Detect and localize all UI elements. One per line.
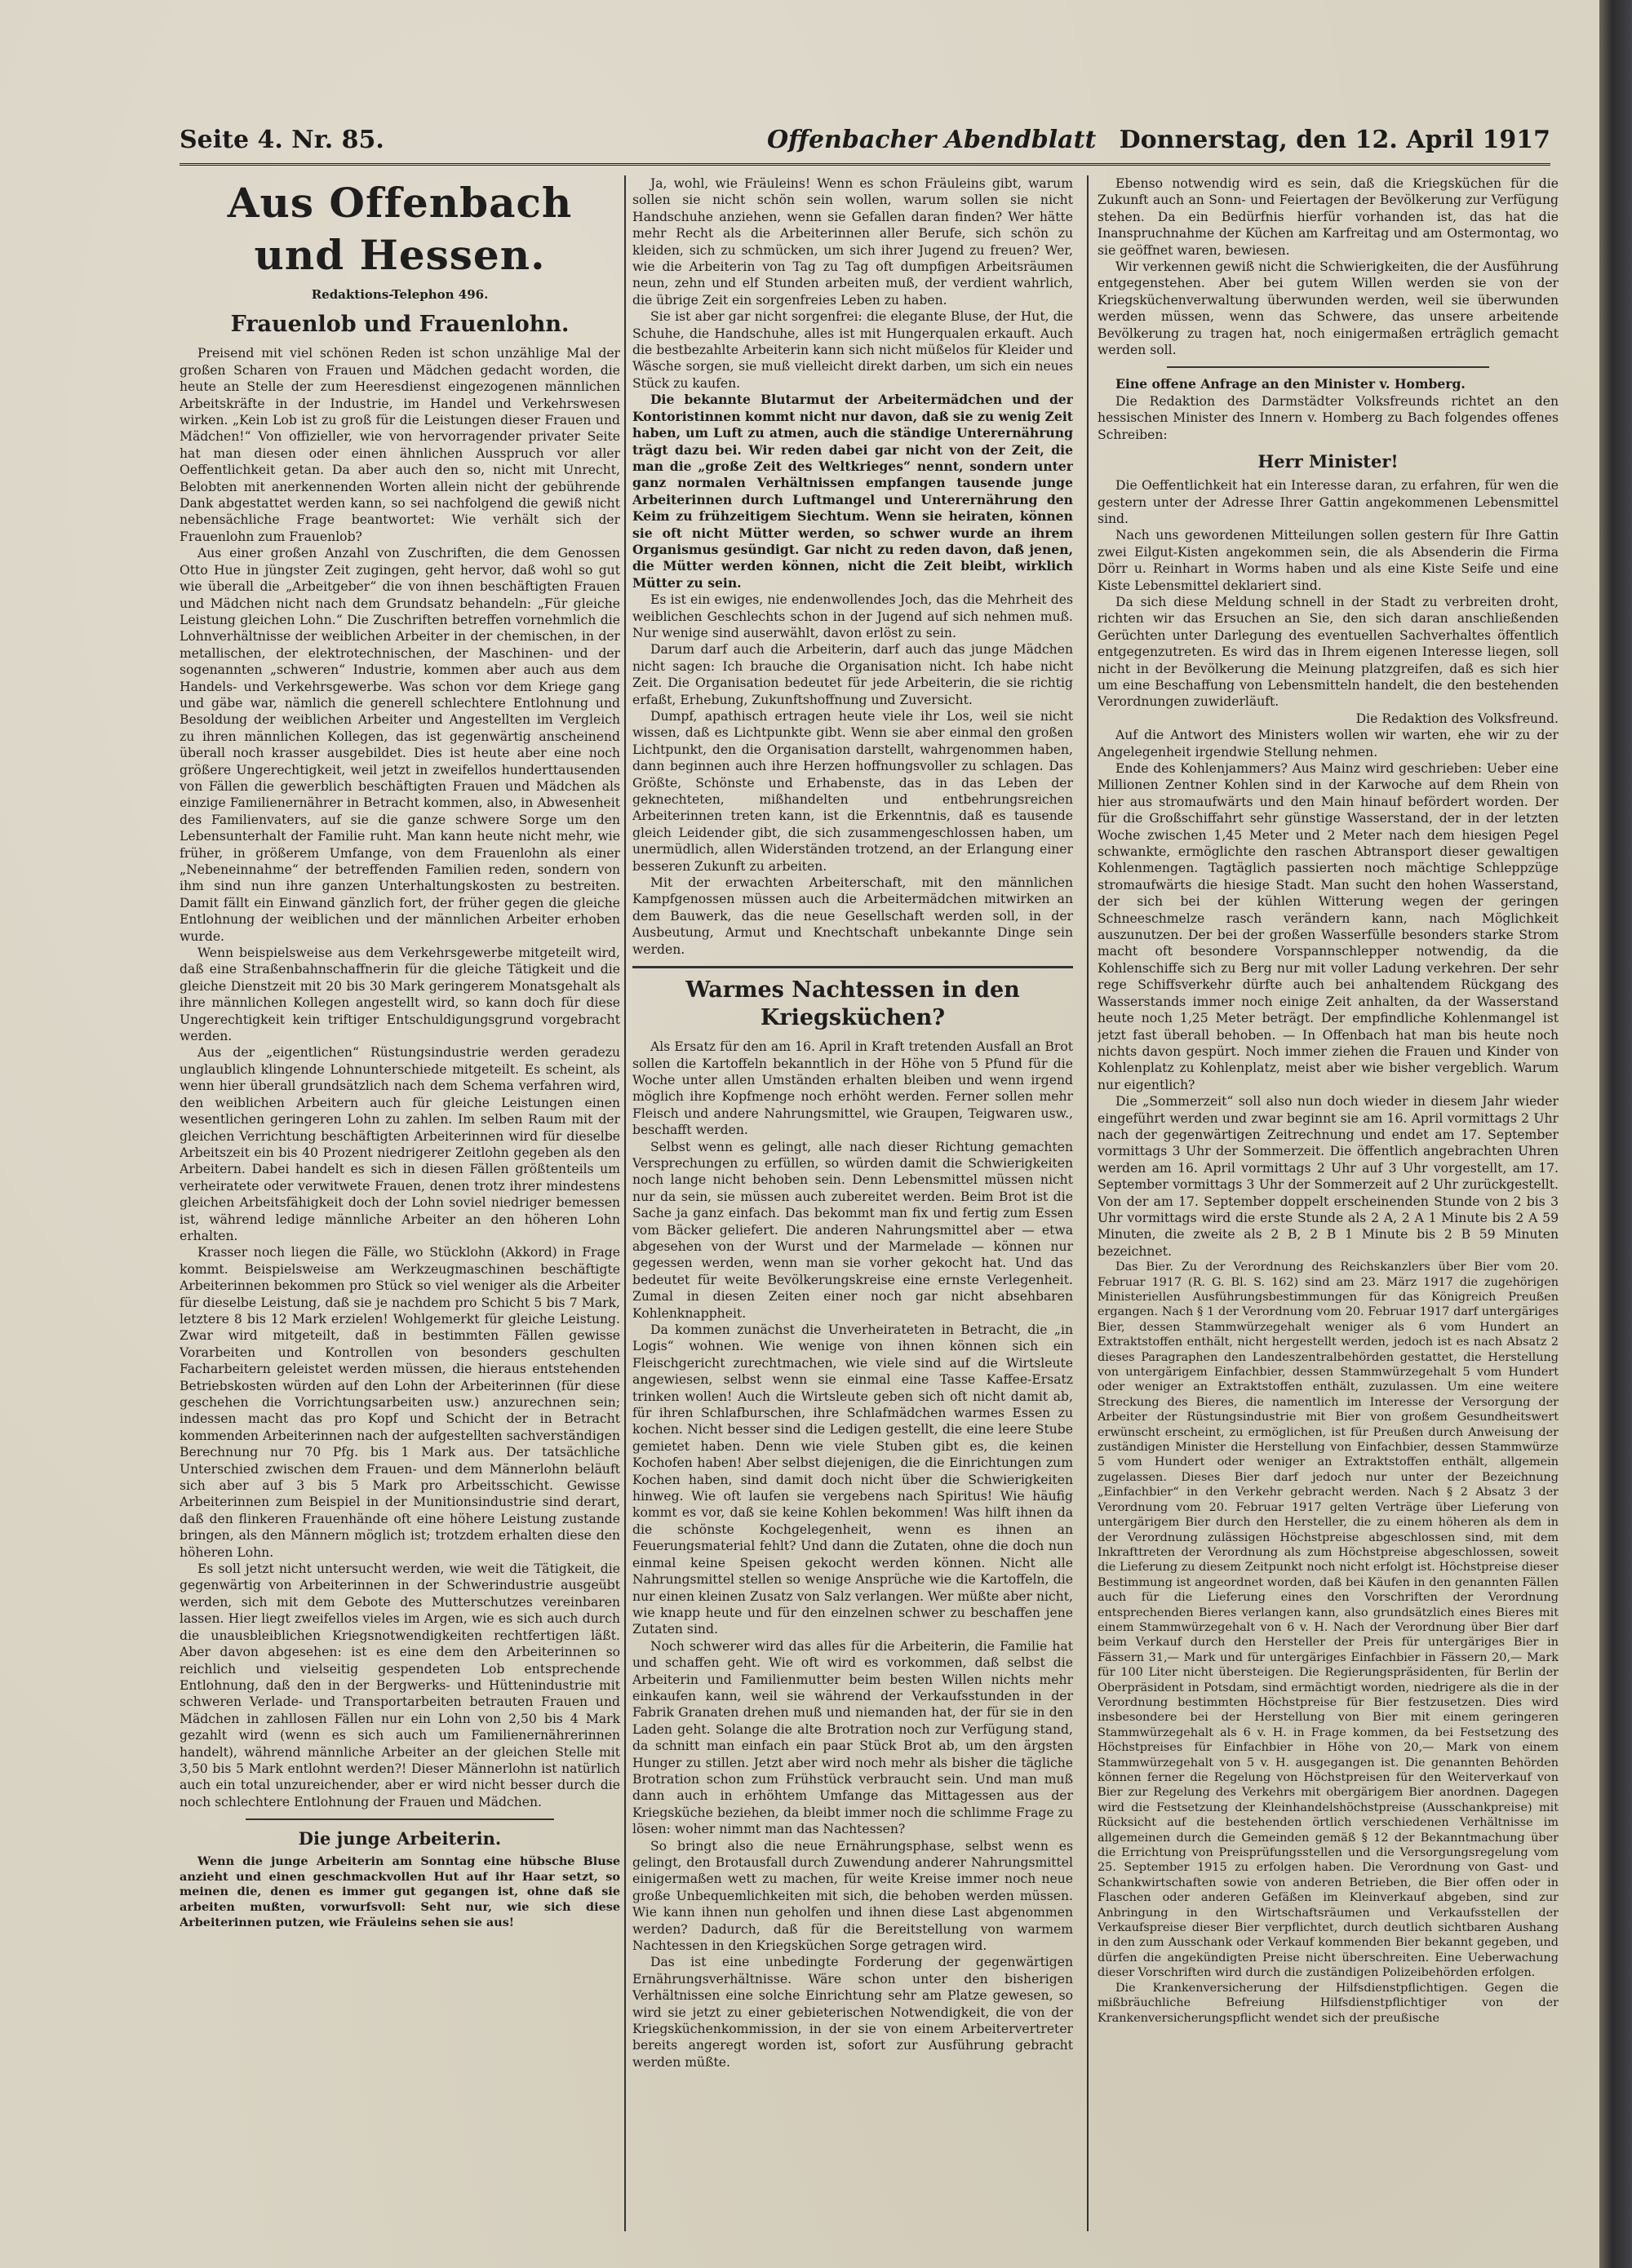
column-rule: [1087, 175, 1089, 2231]
book-spine: [1599, 0, 1632, 2268]
article-paragraph: Sie ist aber gar nicht sorgenfrei: die elegante Bluse, der Hut, die Schuhe, die Handschuhe, alles ist mit Hungerqualen erkauft. Auch die bestbezahlte Arbeiterin kann sich nicht müßelos für Kleider und Wäsche sorgen, sie muß vielleicht direkt darben, um sich ein neues Stück zu kaufen.: [632, 309, 1073, 391]
small-print-block: [1098, 1260, 1559, 2026]
newspaper-name: Offenbacher Abendblatt: [767, 126, 1097, 154]
article-paragraph: Da kommen zunächst die Unverheirateten in Betracht, die „in Logis“ wohnen. Wie wenige von ihnen können sich ein Fleischgericht zurechtmachen, wie viele sind auf die Wirtsleute angewiesen, selbst wenn sie einmal eine Tasse Kaffee-Ersatz trinken wollen! Auch die Wirtsleute geben sich oft nicht damit ab, für ihren Schlafburschen, ihre Schlafmädchen warmes Essen zu kochen. Nicht besser sind die Ledigen gestellt, die eine leere Stube gemietet haben. Denn wie viele Stuben gibt es, die keinen Kochofen haben! Aber selbst diejenigen, die die Einrichtungen zum Kochen haben, sind damit doch nicht über die Schwierigkeiten hinweg. Wie oft laufen sie vergebens nach Spiritus! Wie häufig kommt es vor, daß sie keine Kohlen bekommen! Was hilft ihnen da die schönste Kochgelegenheit, wenn es ihnen an Feuerungsmaterial fehlt? Und dann die Zutaten, ohne die doch nun einmal keine Speisen gekocht werden können. Nicht alle Nahrungsmittel stellen so wenige Ansprüche wie die Kartoffeln, die nur einen kleinen Zusatz von Salz verlangen. Wer müßte aber nicht, wie knapp heute und für den einzelnen schwer zu beschaffen jene Zutaten sind.: [632, 1322, 1073, 1637]
article-paragraph: Preisend mit viel schönen Reden ist schon unzählige Mal der großen Scharen von Frauen und Mädchen gedacht worden, die heute an Stelle der zum Heeresdienst eingezogenen männlichen Arbeitskräfte in der Industrie, im Handel und Verkehrswesen wirken. „Kein Lob ist zu groß für die Leistungen dieser Frauen und Mädchen!“ Von offizieller, wie von hervorragender privater Seite hat man diesen oder einen ähnlichen Ausspruch vor aller Oeffentlichkeit getan. Da aber auch den so, nicht mit Unrecht, Belobten mit anerkennenden Worten allein nicht der gebührende Dank abgestattet werden kann, so sei nachfolgend die gewiß nicht nebensächliche Frage beantwortet: Wie verhält sich der Frauenlohn zum Frauenlob?: [180, 346, 620, 544]
news-paragraph: Ende des Kohlenjammers? Aus Mainz wird geschrieben: Ueber eine Millionen Zentner Kohlen sind in der Karwoche auf dem Rhein von hier aus stromaufwärts und den Main hinauf befördert worden. Der für die Großschiffahrt sehr günstige Wasserstand, der in der letzten Woche zwischen 1,45 Meter und 2 Meter nach dem hiesigen Pegel schwankte, ermöglichte den raschen Abtransport dieser gewaltigen Kohlenmengen. Tagtäglich passierten noch mächtige Schleppzüge stromaufwärts die hiesige Stadt. Man sucht den hohen Wasserstand, der sich bei der kühlen Witterung wegen der geringen Schneeschmelze rasch verändern kann, nach Möglichkeit auszunutzen. Der bei der großen Wasserfülle besonders starke Strom macht oft besondere Vorspannschlepper notwendig, da die Kohlenschiffe sich zu Berg nur mit voller Ladung verkehren. Der sehr rege Schiffsverkehr dürfte auch bei anhaltendem Rückgang des Wasserstands immer noch einige Zeit anhalten, da der Wasserstand heute noch 1,25 Meter beträgt. Der empfindliche Kohlenmangel ist jetzt fast überall behoben. — In Offenbach hat man bis heute noch nichts davon gespürt. Noch immer ziehen die Frauen und Kinder von Kohlenplatz zu Kohlenplatz, meist aber wie bisher vergeblich. Warum nur eigentlich?: [1098, 761, 1559, 1092]
inquiry-intro: Die Redaktion des Darmstädter Volksfreunds richtet an den hessischen Minister des Innern v. Homberg zu Bach folgendes offenes Schreiben:: [1098, 393, 1559, 442]
divider: [632, 966, 1073, 968]
inquiry-paragraph: Da sich diese Meldung schnell in der Stadt zu verbreiten droht, richten wir das Ersuchen an Sie, den sich daran anschließenden Gerüchten unter Darlegung des eventuellen Sachverhaltes öffentlich entgegenzutreten. Es wird das in Ihrem eigenen Interesse liegen, soll nicht in der Bevölkerung die Meinung platzgreifen, daß es sich hier um eine Beschaffung von Lebensmitteln handelt, die den bestehenden Verordnungen zuwiderläuft.: [1098, 594, 1559, 710]
article-paragraph: Die bekannte Blutarmut der Arbeitermädchen und der Kontoristinnen kommt nicht nur davon, daß sie zu wenig Zeit haben, um Luft zu atmen, auch die ständige Unterernährung trägt dazu bei. Wir reden dabei gar nicht von der Zeit, die man die „große Zeit des Weltkrieges“ nennt, sondern unter ganz normalen Verhältnissen empfangen tausende junge Arbeiterinnen durch Luftmangel und Unterernährung den Keim zu frühzeitigem Siechtum. Wenn sie heiraten, können sie oft nicht Mütter werden, so schwer wurde an ihrem Organismus gesündigt. Gar nicht zu reden davon, daß jenen, die Mütter werden können, nicht die Zeit bleibt, wirklich Mütter zu sein.: [632, 392, 1073, 591]
inquiry-title: Eine offene Anfrage an den Minister v. Homberg.: [1115, 376, 1466, 392]
news-paragraph: Die Krankenversicherung der Hilfsdienstpflichtigen. Gegen die mißbräuchliche Befreiung Hilfsdienstpflichtiger von der Krankenversicherungspflicht wendet sich der preußische: [1098, 1981, 1559, 2025]
article-paragraph: Als Ersatz für den am 16. April in Kraft tretenden Ausfall an Brot sollen die Kartoffeln bekanntlich in der Höhe von 5 Pfund für die Woche unter allen Umständen erhalten bleiben und wenn irgend möglich ihre Kopfmenge noch erhöht werden. Ferner sollen mehr Fleisch und andere Nahrungsmittel, wie Graupen, Teigwaren usw., beschafft werden.: [632, 1039, 1073, 1138]
article-paragraph: Es ist ein ewiges, nie endenwollendes Joch, das die Mehrheit des weiblichen Geschlechts schon in der Jugend auf sich nehmen muß. Nur wenige sind auserwählt, davon erlöst zu sein.: [632, 592, 1073, 640]
news-paragraph: Das Bier. Zu der Verordnung des Reichskanzlers über Bier vom 20. Februar 1917 (R. G. Bl. S. 162) sind am 23. März 1917 die zugehörigen Ministeriellen Ausführungsbestimmungen für das Königreich Preußen ergangen. Nach § 1 der Verordnung vom 20. Februar 1917 darf untergäriges Bier, dessen Stammwürzegehalt weniger als 6 vom Hundert an Extraktstoffen enthält, nicht hergestellt werden, jedoch ist es nach Absatz 2 dieses Paragraphen den Landeszentralbehörden gestattet, die Herstellung von untergärigem Einfachbier, dessen Stammwürzegehalt 5 vom Hundert oder weniger an Extraktstoffen enthält, zuzulassen. Um eine weitere Streckung des Bieres, die namentlich im Interesse der Versorgung der Arbeiter der Rüstungsindustrie mit Bier von großem Gesundheitswert erwünscht erscheint, zu ermöglichen, ist für Preußen durch Anweisung der zuständigen Minister die Herstellung von Einfachbier, dessen Stammwürze 5 vom Hundert oder weniger an Extraktstoffen enthält, allgemein zugelassen. Dieses Bier darf jedoch nur unter der Bezeichnung „Einfachbier“ in den Verkehr gebracht werden. Nach § 2 Absatz 3 der Verordnung vom 20. Februar 1917 gelten Verträge über Lieferung von untergärigem Bier durch den Hersteller, die zu einem höheren als dem in der Verordnung zulässigen Höchstpreise abgeschlossen sind, mit dem Inkrafttreten der Verordnung als zum Höchstpreise abgeschlossen, soweit die Lieferung zu diesem Zeitpunkt noch nicht erfolgt ist. Höchstpreise dieser Bestimmung ist angeordnet worden, daß bei Käufen in den genannten Fällen auch für die Lieferung eines den Vorschriften der Verordnung entsprechenden Bieres verlangen kann, also grundsätzlich eines Bieres mit einem Stammwürzegehalt von 6 v. H. Nach der Verordnung über Bier darf beim Verkauf durch den Hersteller der Preis für untergäriges Bier in Fässern 31,— Mark und für untergäriges Einfachbier in Fässern 20,— Mark für 100 Liter nicht übersteigen. Die Regierungspräsidenten, für Berlin der Oberpräsident in Potsdam, sind ermächtigt worden, niedrigere als die in der Verordnung bestimmten Höchstpreise für Bier festzusetzen. Dies wird insbesondere bei der Herstellung von Bier mit einem geringeren Stammwürzegehalt als 6 v. H. in Frage kommen, da bei Festsetzung des Höchstpreises für Einfachbier in Höhe von 20,— Mark von einem Stammwürzegehalt von 5 v. H. ausgegangen ist. Die genannten Behörden können ferner die Regelung von Höchstpreisen für den Weiterverkauf von Bier zur Regelung des Verkehrs mit obergärigem Bier anordnen. Dagegen wird die Festsetzung der Kleinhandelshöchstpreise (Ausschankpreise) mit Rücksicht auf die bestehenden örtlich verschiedenen Verhältnisse im allgemeinen durch die Gemeinden gemäß § 12 der Bekanntmachung über die Errichtung von Preisprüfungsstellen und die Versorgungsregelung vom 25. September 1915 zu erfolgen haben. Die Verordnung von Gast- und Schankwirtschaften sowie von anderen Betrieben, die Bier offen oder in Flaschen oder anderen Gefäßen im Kleinverkauf abgeben, sind zur Anbringung in den Wirtschaftsräumen und Verkaufsstellen der Verkaufspreise dieser Bier verpflichtet, durch deutlich sichtbaren Aushang in den zum Ausschank oder Verkauf kommenden Bier bekannt gegeben, und dürfen die angekündigten Preise nicht überschreiten. Eine Ueberwachung dieser Vorschriften wird durch die zuständigen Polizeibehörden erfolgen.: [1098, 1260, 1559, 1980]
divider: [1167, 366, 1490, 368]
article-paragraph: Wir verkennen gewiß nicht die Schwierigkeiten, die der Ausführung entgegenstehen. Aber bei gutem Willen werden sie von der Kriegsküchenverwaltung überwunden werden, weil sie überwunden werden müssen, wenn das Schwere, das unsere arbeitende Bevölkerung zu tragen hat, noch einigermaßen erträglich gemacht werden soll.: [1098, 259, 1559, 358]
page-number: Seite 4. Nr. 85.: [180, 126, 384, 154]
article-title: Frauenlob und Frauenlohn.: [230, 312, 570, 338]
signature: Die Redaktion des Volksfreund.: [1355, 711, 1559, 726]
column-2: [632, 175, 1073, 2231]
article-paragraph: Aus einer großen Anzahl von Zuschriften, die dem Genossen Otto Hue in jüngster Zeit zugingen, geht hervor, daß wohl so gut wie überall die „Arbeitgeber“ die von ihnen beschäftigten Frauen und Mädchen nicht nach dem Grundsatz behandeln: „Für gleiche Leistung gleichen Lohn.“ Die Zuschriften betreffen vornehmlich die Lohnverhältnisse der weiblichen Arbeiter in der chemischen, in der metallischen, der elektrotechnischen, der Maschinen- und der sogenannten „schweren“ Industrie, kommen aber auch aus dem Handels- und Verkehrsgewerbe. Was schon vor dem Kriege gang und gäbe war, nämlich die generell schlechtere Entlohnung und Besoldung der weiblichen Arbeiter und Angestellten im Vergleich zu ihren männlichen Kollegen, das ist gegenwärtig anscheinend überall noch krasser ausgebildet. Dies ist heute aber eine noch größere Ungerechtigkeit, weil jetzt in zweifellos hunderttausenden von Fällen die gewerblich beschäftigten Frauen und Mädchen als einzige Familienernährer in Betracht kommen, also, in Abwesenheit des Familienvaters, auf sie die ganze schwere Sorge um den Lebensunterhalt der Familie ruht. Man kann heute nicht mehr, wie früher, in größerem Umfange, von dem Frauenlohn als einer „Nebeneinnahme“ der betreffenden Familien reden, sondern von ihm sind nun ihre ganzen Unterhaltungskosten zu bestreiten. Damit fällt ein Einwand gänzlich fort, der früher gegen die gleiche Entlohnung der weiblichen und der männlichen Arbeiter erhoben wurde.: [180, 546, 620, 944]
article-paragraph: Wenn beispielsweise aus dem Verkehrsgewerbe mitgeteilt wird, daß eine Straßenbahnschaffnerin für die gleiche Tätigkeit und die gleiche Dienstzeit mit 20 bis 30 Mark geringerem Monatsgehalt als ihre männlichen Kollegen angestellt wird, so kann doch für diese Ungerechtigkeit kein triftiger Entschuldigungsgrund vorgebracht werden.: [180, 946, 620, 1044]
inquiry-paragraph: Nach uns gewordenen Mitteilungen sollen gestern für Ihre Gattin zwei Eilgut-Kisten angekommen sein, die als Absenderin die Firma Dörr u. Reinhart in Worms haben und als eine Kiste Seife und eine Kiste Lebensmittel deklariert sind.: [1098, 528, 1559, 593]
news-paragraph: Die „Sommerzeit“ soll also nun doch wieder in diesem Jahr wieder eingeführt werden und zwar beginnt sie am 16. April vormittags 2 Uhr nach der gegenwärtigen Zeitrechnung und endet am 17. September vormittags 3 Uhr der Sommerzeit. Die öffentlich angebrachten Uhren werden am 16. April vormittags 2 Uhr auf 3 Uhr vorgestellt, am 17. September vormittags 3 Uhr der Sommerzeit auf 2 Uhr zurückgestellt. Von der am 17. September doppelt erscheinenden Stunde von 2 bis 3 Uhr vormittags wird die erste Stunde als 2 A, 2 A 1 Minute bis 2 A 59 Minuten, die zweite als 2 B, 2 B 1 Minute bis 2 B 59 Minuten bezeichnet.: [1098, 1094, 1559, 1259]
article-paragraph: Mit der erwachten Arbeiterschaft, mit den männlichen Kampfgenossen müssen auch die Arbeitermädchen mitwirken an dem Bauwerk, das die neue Gesellschaft werden soll, in der Ausbeutung, Armut und Knechtschaft unbekannte Dinge sein werden.: [632, 875, 1073, 957]
column-rule: [624, 175, 626, 2231]
column-3: [1098, 175, 1559, 2231]
column-1: [180, 175, 620, 2231]
article-title: Warmes Nachtessen in den Kriegsküchen?: [685, 977, 1020, 1031]
article-paragraph: Das ist eine unbedingte Forderung der gegenwärtigen Ernährungsverhältnisse. Wäre schon unter den bisherigen Verhältnissen eine solche Einrichtung sehr am Platze gewesen, so wird sie jetzt zu einer gebieterischen Notwendigkeit, die von der Kriegsküchenkommission, in der sie von einem Arbeitervertreter bereits angeregt worden ist, sofort zur Ausführung gebracht werden müßte.: [632, 1955, 1073, 2070]
article-paragraph: So bringt also die neue Ernährungsphase, selbst wenn es gelingt, den Brotausfall durch Zuwendung anderer Nahrungsmittel einigermaßen wett zu machen, für weite Kreise immer noch neue große Unbequemlichkeiten mit sich, die behoben werden müssen. Wie kann ihnen nun geholfen und ihnen diese Last abgenommen werden? Dadurch, daß für die Bereitstellung von warmem Nachtessen in den Kriegsküchen Sorge getragen wird.: [632, 1838, 1073, 1954]
article-paragraph: Ebenso notwendig wird es sein, daß die Kriegsküchen für die Zukunft auch an Sonn- und Feiertagen der Bevölkerung zur Verfügung stehen. Da ein Bedürfnis hierfür vorhanden ist, das hat die Inanspruchnahme der Küchen am Karfreitag und am Ostermontag, wo sie geöffnet waren, bewiesen.: [1098, 176, 1559, 258]
page-header: [180, 121, 1550, 166]
article-paragraph: Darum darf auch die Arbeiterin, darf auch das junge Mädchen nicht sagen: Ich brauche die Organisation nicht. Ich habe nicht Zeit. Die Organisation bedeutet für jede Arbeiterin, die sie richtig erfaßt, Erhebung, Zukunftshoffnung und Zuversicht.: [632, 642, 1073, 707]
editorial-telephone: Redaktions-Telephon 496.: [311, 287, 489, 302]
article-paragraph: Ja, wohl, wie Fräuleins! Wenn es schon Fräuleins gibt, warum sollen sie nicht schön sein wollen, warum sollen sie nicht Handschuhe anziehen, wenn sie Gefallen daran finden? Wer hätte mehr Recht als die Arbeiterinnen aller Berufe, sich schön zu kleiden, sich zu schmücken, um sich ihrer Jugend zu freuen? Wer, wie die Arbeiterin von Tag zu Tag oft dumpfigen Arbeitsräumen neun, zehn und elf Stunden arbeiten muß, der verdient wahrlich, die übrige Zeit ein sorgenfreies Leben zu haben.: [632, 176, 1073, 308]
article-paragraph: Noch schwerer wird das alles für die Arbeiterin, die Familie hat und schaffen geht. Wie oft wird es vorkommen, daß selbst die Arbeiterin und Familienmutter beim besten Willen nichts mehr einkaufen kann, weil sie während der Verkaufsstunden in der Fabrik Granaten drehen muß und niemanden hat, der für sie in den Laden geht. Solange die alte Brotration noch zur Verfügung stand, da schnitt man einfach ein paar Stück Brot ab, um den ärgsten Hunger zu stillen. Jetzt aber wird noch mehr als bisher die tägliche Brotration schon zum Frühstück verbraucht sein. Und man muß dann auch in erhöhtem Umfange das Mittagessen aus der Kriegsküche beziehen, da bleibt immer noch die schlimme Frage zu lösen: woher nimmt man das Nachtessen?: [632, 1638, 1073, 1837]
article-title: Die junge Arbeiterin.: [298, 1828, 502, 1849]
issue-date: Donnerstag, den 12. April 1917: [1119, 126, 1550, 154]
salutation: Herr Minister!: [1257, 451, 1399, 472]
article-paragraph: Selbst wenn es gelingt, alle nach dieser Richtung gemachten Versprechungen zu erfüllen, so würden damit die Schwierigkeiten noch lange nicht behoben sein. Denn Lebensmittel müssen nicht nur da sein, sie müssen auch zubereitet werden. Beim Brot ist die Sache ja ganz einfach. Das bekommt man fix und fertig zum Essen vom Bäcker geliefert. Die anderen Nahrungsmittel aber — etwa abgesehen von der Wurst und der Marmelade — können nur gegessen werden, wenn man sie vorher gekocht hat. Und das bedeutet für weite Bevölkerungskreise eine ernste Verlegenheit. Zumal in diesen Zeiten einer noch gar nicht absehbaren Kohlenknappheit.: [632, 1139, 1073, 1321]
article-paragraph: Dumpf, apathisch ertragen heute viele ihr Los, weil sie nicht wissen, daß es Lichtpunkte gibt. Wenn sie aber einmal den großen Lichtpunkt, den die Organisation darstellt, wahrgenommen haben, dann beginnen auch ihre Herzen hoffnungsvoller zu schlagen. Das Größte, Schönste und Erhabenste, das in das Leben der geknechteten, mißhandelten und entbehrungsreichen Arbeiterinnen treten kann, ist die Erkenntnis, daß es tausende gleich Leidender gibt, die sich zusammengeschlossen haben, um unermüdlich, allen Widerständen trotzend, an der Erlangung einer besseren Zukunft zu arbeiten.: [632, 709, 1073, 874]
inquiry-paragraph: Die Oeffentlichkeit hat ein Interesse daran, zu erfahren, für wen die gestern unter der Adresse Ihrer Gattin angekommenen Lebensmittel sind.: [1098, 478, 1559, 526]
section-title: Aus Offenbach und Hessen.: [227, 179, 573, 279]
article-paragraph: Wenn die junge Arbeiterin am Sonntag eine hübsche Bluse anzieht und einen geschmackvollen Hut auf ihr Haar setzt, so meinen die, denen es immer gut gegangen ist, ohne daß sie arbeiten mußten, vorwurfsvoll: Seht nur, wie sich diese Arbeiterinnen putzen, wie Fräuleins sehen sie aus!: [180, 1854, 620, 1929]
divider: [246, 1818, 554, 1820]
article-paragraph: Aus der „eigentlichen“ Rüstungsindustrie werden geradezu unglaublich klingende Lohnunterschiede mitgeteilt. Es scheint, als wenn hier überall grundsätzlich nach dem Schema verfahren wird, den weiblichen Arbeitern auch für gleiche Leistungen einen wesentlichen geringeren Lohn zu zahlen. Im selben Raum mit der gleichen Verrichtung beschäftigten Arbeiterinnen wird für dieselbe Arbeitszeit ein bis 40 Prozent niedrigerer Zeitlohn gegeben als den Arbeitern. Dabei handelt es sich in diesen Fällen größtenteils um verheiratete oder verwitwete Frauen, denen trotz ihrer mindestens gleichen Arbeitsfähigkeit doch der Lohn soviel niedriger bemessen ist, während ledige männliche Arbeiter an den höheren Lohn erhalten.: [180, 1045, 620, 1243]
inquiry-closing: Auf die Antwort des Ministers wollen wir warten, ehe wir zu der Angelegenheit irgendwie Stellung nehmen.: [1098, 728, 1559, 760]
article-paragraph: Krasser noch liegen die Fälle, wo Stücklohn (Akkord) in Frage kommt. Beispielsweise am Werkzeugmaschinen beschäftigte Arbeiterinnen bekommen pro Stück so viel weniger als die Arbeiter für dieselbe Leistung, daß sie je nachdem pro Schicht 5 bis 7 Mark, letztere 8 bis 12 Mark erzielen! Wohlgemerkt für gleiche Leistung. Zwar wird mitgeteilt, daß in bestimmten Fällen gewisse Vorarbeiten und Kontrollen von besonders geschulten Facharbeitern geleistet werden müssen, die hieraus entstehenden Betriebskosten würden auf den Lohn der Arbeiterinnen (für diese geschehen die Vorrichtungsarbeiten usw.) anzurechnen sein; indessen macht das pro Kopf und Schicht der in Betracht kommenden Arbeiterinnen nach der aufgestellten sachverständigen Berechnung nur 70 Pfg. bis 1 Mark aus. Der tatsächliche Unterschied zwischen dem Frauen- und dem Männerlohn beläuft sich aber auf 3 bis 5 Mark pro Arbeitsschicht. Gewisse Arbeiterinnen zum Beispiel in der Munitionsindustrie sind derart, daß den flinkeren Frauenhände oft eine höhere Leistung zustande bringen, als den Männern möglich ist; trotzdem erhalten diese den höheren Lohn.: [180, 1245, 620, 1560]
article-paragraph: Es soll jetzt nicht untersucht werden, wie weit die Tätigkeit, die gegenwärtig von Arbeiterinnen in der Schwerindustrie ausgeübt werden, sich mit dem Gebote des Mutterschutzes vereinbaren lassen. Hier liegt zweifellos vieles im Argen, wie es sich auch durch die unausbleiblichen Kriegsnotwendigkeiten rechtfertigen läßt. Aber davon abgesehen: ist es eine dem den Arbeiterinnen so reichlich und vielseitig gespendeten Lob entsprechende Entlohnung, daß den in der Bergwerks- und Hüttenindustrie mit schweren Verlade- und Transportarbeiten betrauten Frauen und Mädchen in zahllosen Fällen nur ein Lohn von 2,50 bis 4 Mark gezahlt wird (wenn es sich auch um Familienernährerinnen handelt), während männliche Arbeiter an der gleichen Stelle mit 3,50 bis 5 Mark entlohnt werden?! Dieser Männerlohn ist natürlich auch ein total unzureichender, aber er wird nicht besser durch die noch schlechtere Entlohnung der Frauen und Mädchen.: [180, 1561, 620, 1810]
